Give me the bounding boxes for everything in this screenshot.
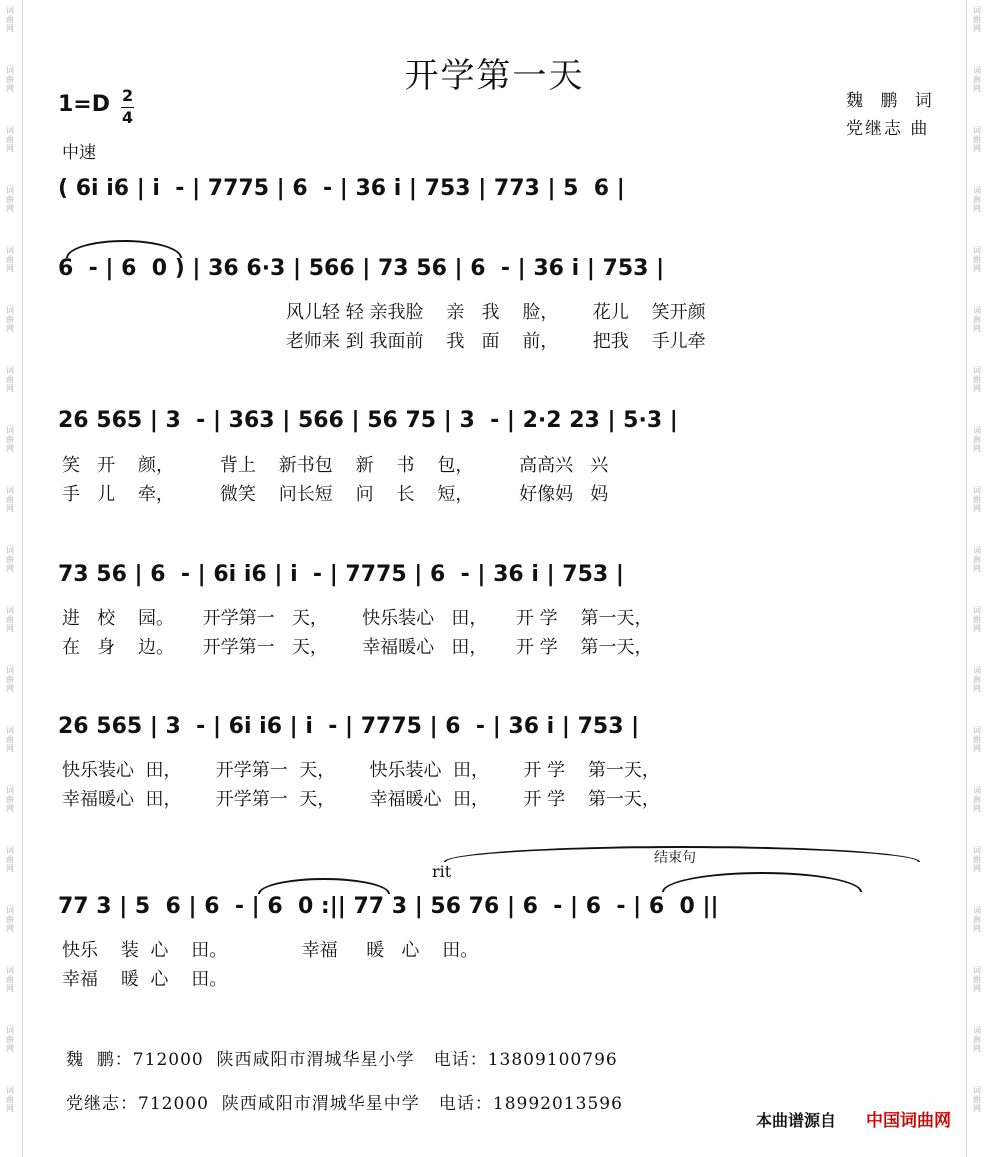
watermark-text: 词 曲 网 <box>6 426 14 453</box>
watermark-text: 词 曲 网 <box>973 606 981 633</box>
watermark-text: 词 曲 网 <box>6 66 14 93</box>
watermark-text: 词 曲 网 <box>973 426 981 453</box>
notation-line-6: 77 3 | 5 6 | 6 - | 6 0 :|| 77 3 | 56 76 | 6 - | 6 - | 6 0 || <box>58 894 719 919</box>
lyricist-credit: 魏 鹏 词 <box>846 91 938 111</box>
lyric-line-4-verse-2: 在 身 边。 开学第一 天， 幸福暖心 田， 开 学 第一天， <box>62 637 653 658</box>
tempo-marking: 中速 <box>62 143 96 163</box>
notation-line-4: 73 56 | 6 - | 6i i6 | i - | 7775 | 6 - | 36 i | 753 | <box>58 562 624 587</box>
watermark-text: 词 曲 网 <box>6 1086 14 1113</box>
time-signature-top: 2 <box>122 86 134 105</box>
lyric-line-5-verse-1: 快乐装心 田， 开学第一 天， 快乐装心 田， 开 学 第一天， <box>62 760 660 781</box>
song-title: 开学第一天 <box>404 56 585 96</box>
lyric-line-2-verse-1: 风儿轻 轻 亲我脸 亲 我 脸， 花儿 笑开颜 <box>286 302 706 323</box>
watermark-text: 词 曲 网 <box>6 606 14 633</box>
watermark-text: 词 曲 网 <box>973 246 981 273</box>
notation-line-3: 26 565 | 3 - | 363 | 566 | 56 75 | 3 - | 2·2 23 | 5·3 | <box>58 408 678 433</box>
lyric-line-4-verse-1: 进 校 园。 开学第一 天， 快乐装心 田， 开 学 第一天， <box>62 608 653 629</box>
watermark-text: 词 曲 网 <box>6 846 14 873</box>
watermark-text: 词 曲 网 <box>973 66 981 93</box>
watermark-text: 词 曲 网 <box>6 726 14 753</box>
lyric-line-3-verse-1: 笑 开 颜， 背上 新书包 新 书 包， 高高兴 兴 <box>62 455 609 476</box>
watermark-text: 词 曲 网 <box>973 846 981 873</box>
notation-line-1: ( 6i i6 | i - | 7775 | 6 - | 36 i | 753 | 773 | 5 6 | <box>58 176 625 201</box>
lyric-line-3-verse-2: 手 儿 牵， 微笑 问长短 问 长 短， 好像妈 妈 <box>62 484 609 505</box>
notation-line-2: 6 - | 6 0 ) | 36 6·3 | 566 | 73 56 | 6 - | 36 i | 753 | <box>58 256 665 281</box>
ending-label: 结束句 <box>654 850 696 866</box>
time-signature-bottom: 4 <box>122 108 134 127</box>
watermark-text: 词 曲 网 <box>973 726 981 753</box>
watermark-text: 词 曲 网 <box>6 966 14 993</box>
tie-arc <box>258 878 390 894</box>
key-signature: 1=D <box>58 92 111 117</box>
watermark-text: 词 曲 网 <box>6 366 14 393</box>
lyric-line-2-verse-2: 老师来 到 我面前 我 面 前， 把我 手儿牵 <box>286 331 706 352</box>
source-site-link[interactable]: 中国词曲网 <box>866 1111 951 1131</box>
lyric-line-6-verse-2: 幸福 暖 心 田。 <box>62 969 228 990</box>
watermark-text: 词 曲 网 <box>6 1026 14 1053</box>
watermark-text: 词 曲 网 <box>6 666 14 693</box>
watermark-text: 词 曲 网 <box>973 786 981 813</box>
watermark-text: 词 曲 网 <box>973 546 981 573</box>
lyric-line-6-verse-1: 快乐 装 心 田。 幸福 暖 心 田。 <box>62 940 479 961</box>
watermark-text: 词 曲 网 <box>6 786 14 813</box>
watermark-text: 词 曲 网 <box>973 186 981 213</box>
rit-marking: rit <box>432 862 452 881</box>
watermark-text: 词 曲 网 <box>973 966 981 993</box>
contact-composer: 党继志：712000 陕西咸阳市渭城华星中学 电话：18992013596 <box>66 1094 623 1114</box>
watermark-text: 词 曲 网 <box>973 306 981 333</box>
watermark-text: 词 曲 网 <box>6 246 14 273</box>
watermark-text: 词 曲 网 <box>973 126 981 153</box>
source-prefix: 本曲谱源自 <box>756 1111 837 1130</box>
watermark-text: 词 曲 网 <box>6 306 14 333</box>
watermark-text: 词 曲 网 <box>973 1026 981 1053</box>
watermark-text: 词 曲 网 <box>6 186 14 213</box>
contact-lyricist: 魏 鹏：712000 陕西咸阳市渭城华星小学 电话：13809100796 <box>66 1050 618 1070</box>
composer-credit: 党继志 曲 <box>846 119 930 139</box>
watermark-text: 词 曲 网 <box>973 486 981 513</box>
watermark-text: 词 曲 网 <box>973 6 981 33</box>
lyric-line-5-verse-2: 幸福暖心 田， 开学第一 天， 幸福暖心 田， 开 学 第一天， <box>62 789 660 810</box>
notation-line-5: 26 565 | 3 - | 6i i6 | i - | 7775 | 6 - | 36 i | 753 | <box>58 714 640 739</box>
watermark-text: 词 曲 网 <box>6 906 14 933</box>
watermark-text: 词 曲 网 <box>973 666 981 693</box>
watermark-text: 词 曲 网 <box>973 1086 981 1113</box>
watermark-text: 词 曲 网 <box>973 906 981 933</box>
watermark-text: 词 曲 网 <box>6 546 14 573</box>
watermark-text: 词 曲 网 <box>6 6 14 33</box>
tie-arc <box>662 872 862 892</box>
watermark-text: 词 曲 网 <box>6 486 14 513</box>
watermark-text: 词 曲 网 <box>6 126 14 153</box>
watermark-text: 词 曲 网 <box>973 366 981 393</box>
